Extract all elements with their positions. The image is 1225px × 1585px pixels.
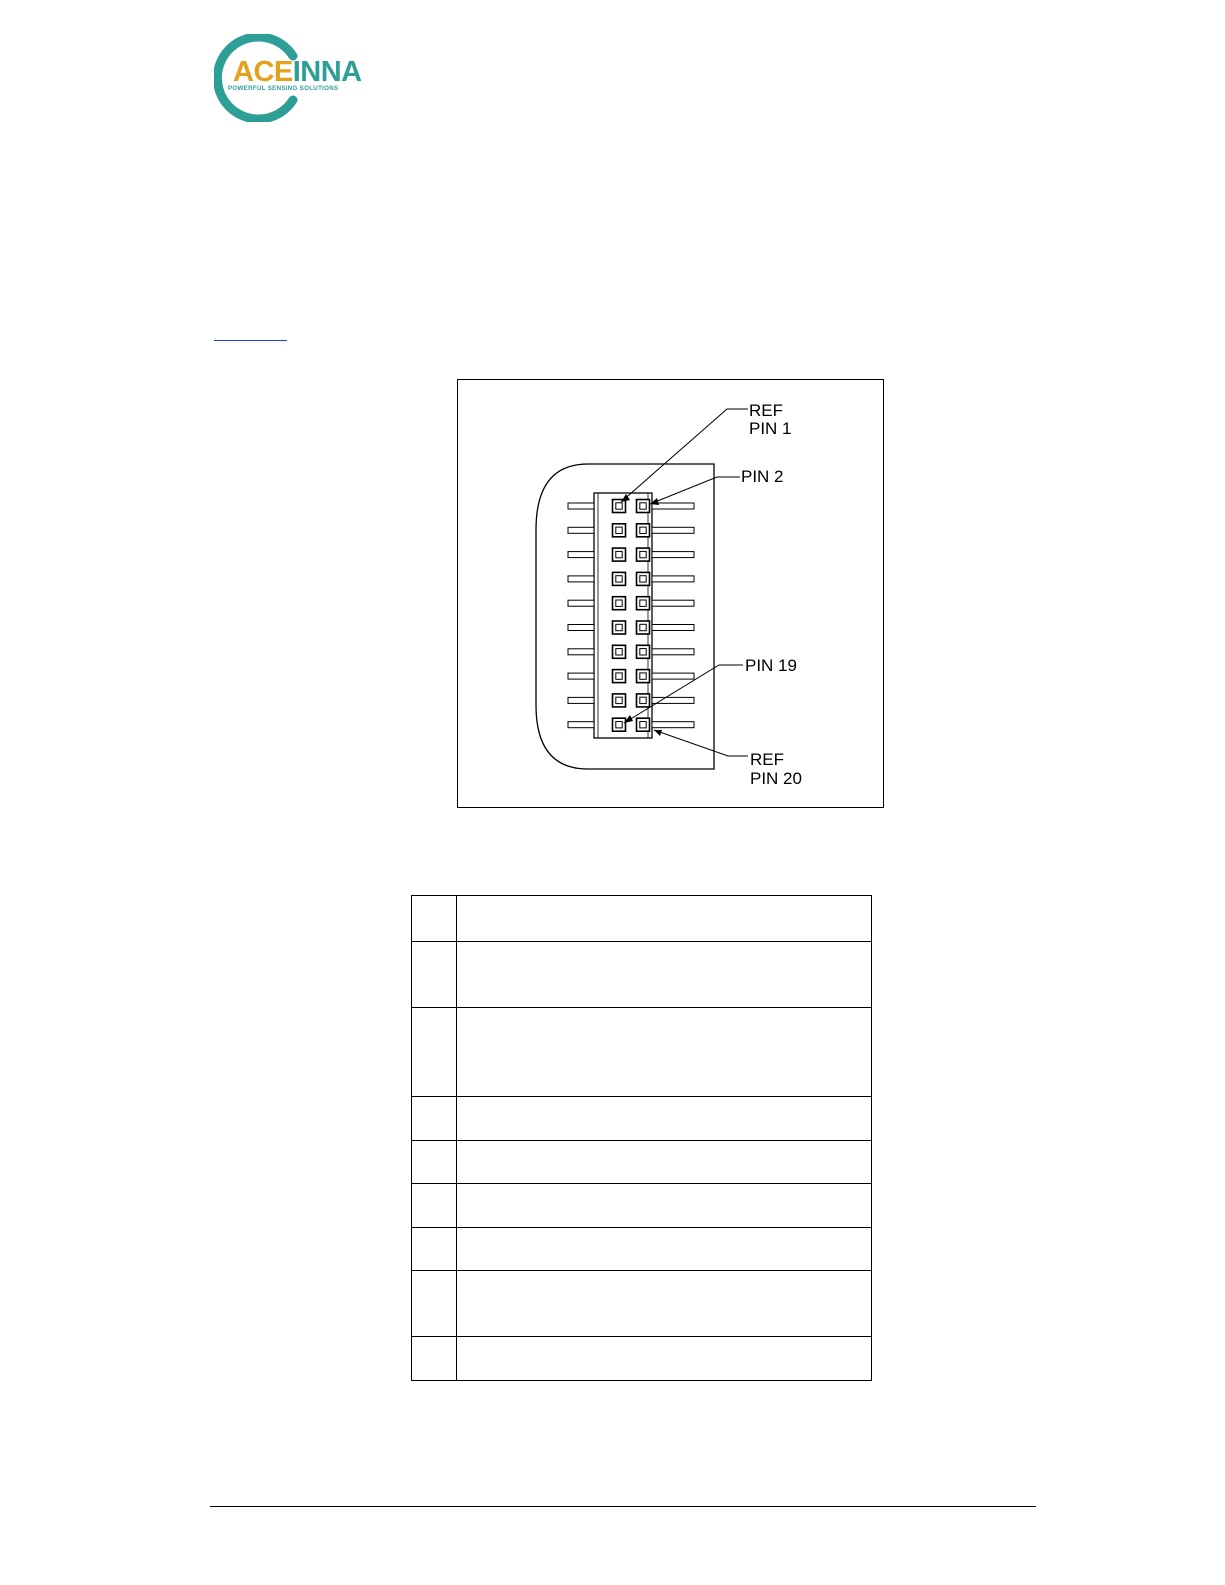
label-ref-pin1-line2: PIN 1: [749, 419, 792, 438]
label-ref-pin20-line1: REF: [750, 750, 784, 769]
pin-description-cell: [457, 1184, 872, 1228]
label-ref-pin1-line1: REF: [749, 401, 783, 420]
table-row: [412, 1228, 872, 1271]
table-row: [412, 896, 872, 942]
lead-left: [568, 697, 594, 703]
pin-contact: [616, 649, 622, 655]
pin-number-cell: [412, 1337, 457, 1381]
pin-number-cell: [412, 1228, 457, 1271]
pin-number-cell: [412, 1141, 457, 1184]
pin-contact: [640, 649, 646, 655]
pin-contact: [616, 551, 622, 557]
lead-right: [652, 552, 694, 558]
pin-contact: [640, 551, 646, 557]
pin-contact: [640, 624, 646, 630]
lead-right: [652, 576, 694, 582]
pin-contact: [616, 673, 622, 679]
connector-pinout-figure: [457, 379, 884, 808]
label-pin2: PIN 2: [741, 467, 784, 486]
lead-left: [568, 649, 594, 655]
table-row: [412, 1008, 872, 1097]
table-row: [412, 1184, 872, 1228]
logo-wordmark: ACEINNA: [233, 56, 362, 88]
table-row: [412, 942, 872, 1008]
pin-number-cell: [412, 1271, 457, 1337]
pin-description-cell: [457, 896, 872, 942]
pin-description-cell: [457, 1337, 872, 1381]
lead-right: [652, 600, 694, 606]
pin-contact: [640, 503, 646, 509]
pin-contact: [616, 503, 622, 509]
pin-number-cell: [412, 1097, 457, 1141]
pin-number-cell: [412, 942, 457, 1008]
pin-contact: [640, 673, 646, 679]
label-ref-pin20-line2: PIN 20: [750, 769, 802, 788]
pin-contact: [616, 697, 622, 703]
lead-right: [652, 673, 694, 679]
company-logo: [214, 34, 374, 122]
logo-tagline: POWERFUL SENSING SOLUTIONS: [228, 85, 339, 92]
lead-right: [652, 625, 694, 631]
pin-contact: [640, 722, 646, 728]
pin-contact: [640, 600, 646, 606]
pin-contact: [640, 576, 646, 582]
pin-contact: [616, 576, 622, 582]
hyperlink-underline[interactable]: [214, 340, 287, 341]
table-row: [412, 1097, 872, 1141]
pin-description-cell: [457, 1097, 872, 1141]
pin-number-cell: [412, 896, 457, 942]
pin-contact: [616, 527, 622, 533]
pin-description-cell: [457, 1141, 872, 1184]
lead-left: [568, 625, 594, 631]
lead-left: [568, 503, 594, 509]
label-pin19: PIN 19: [745, 656, 797, 675]
table-row: [412, 1337, 872, 1381]
pin-contact: [640, 527, 646, 533]
pin-description-cell: [457, 942, 872, 1008]
pin-number-cell: [412, 1008, 457, 1097]
pin-description-cell: [457, 1271, 872, 1337]
connector-drawing: [458, 380, 885, 809]
pin-contact: [616, 624, 622, 630]
table-row: [412, 1271, 872, 1337]
lead-left: [568, 722, 594, 728]
lead-left: [568, 600, 594, 606]
lead-left: [568, 673, 594, 679]
pin-contact: [616, 722, 622, 728]
pin-contact: [616, 600, 622, 606]
pin-number-cell: [412, 1184, 457, 1228]
footer-divider: [210, 1506, 1036, 1507]
lead-right: [652, 527, 694, 533]
pin-description-cell: [457, 1228, 872, 1271]
pin-assignment-table: [411, 895, 872, 1381]
pin-table-body: [412, 896, 872, 1381]
lead-right: [652, 722, 694, 728]
lead-right: [652, 649, 694, 655]
table-row: [412, 1141, 872, 1184]
lead-left: [568, 576, 594, 582]
lead-left: [568, 527, 594, 533]
lead-left: [568, 552, 594, 558]
pin-contact: [640, 697, 646, 703]
pin-description-cell: [457, 1008, 872, 1097]
